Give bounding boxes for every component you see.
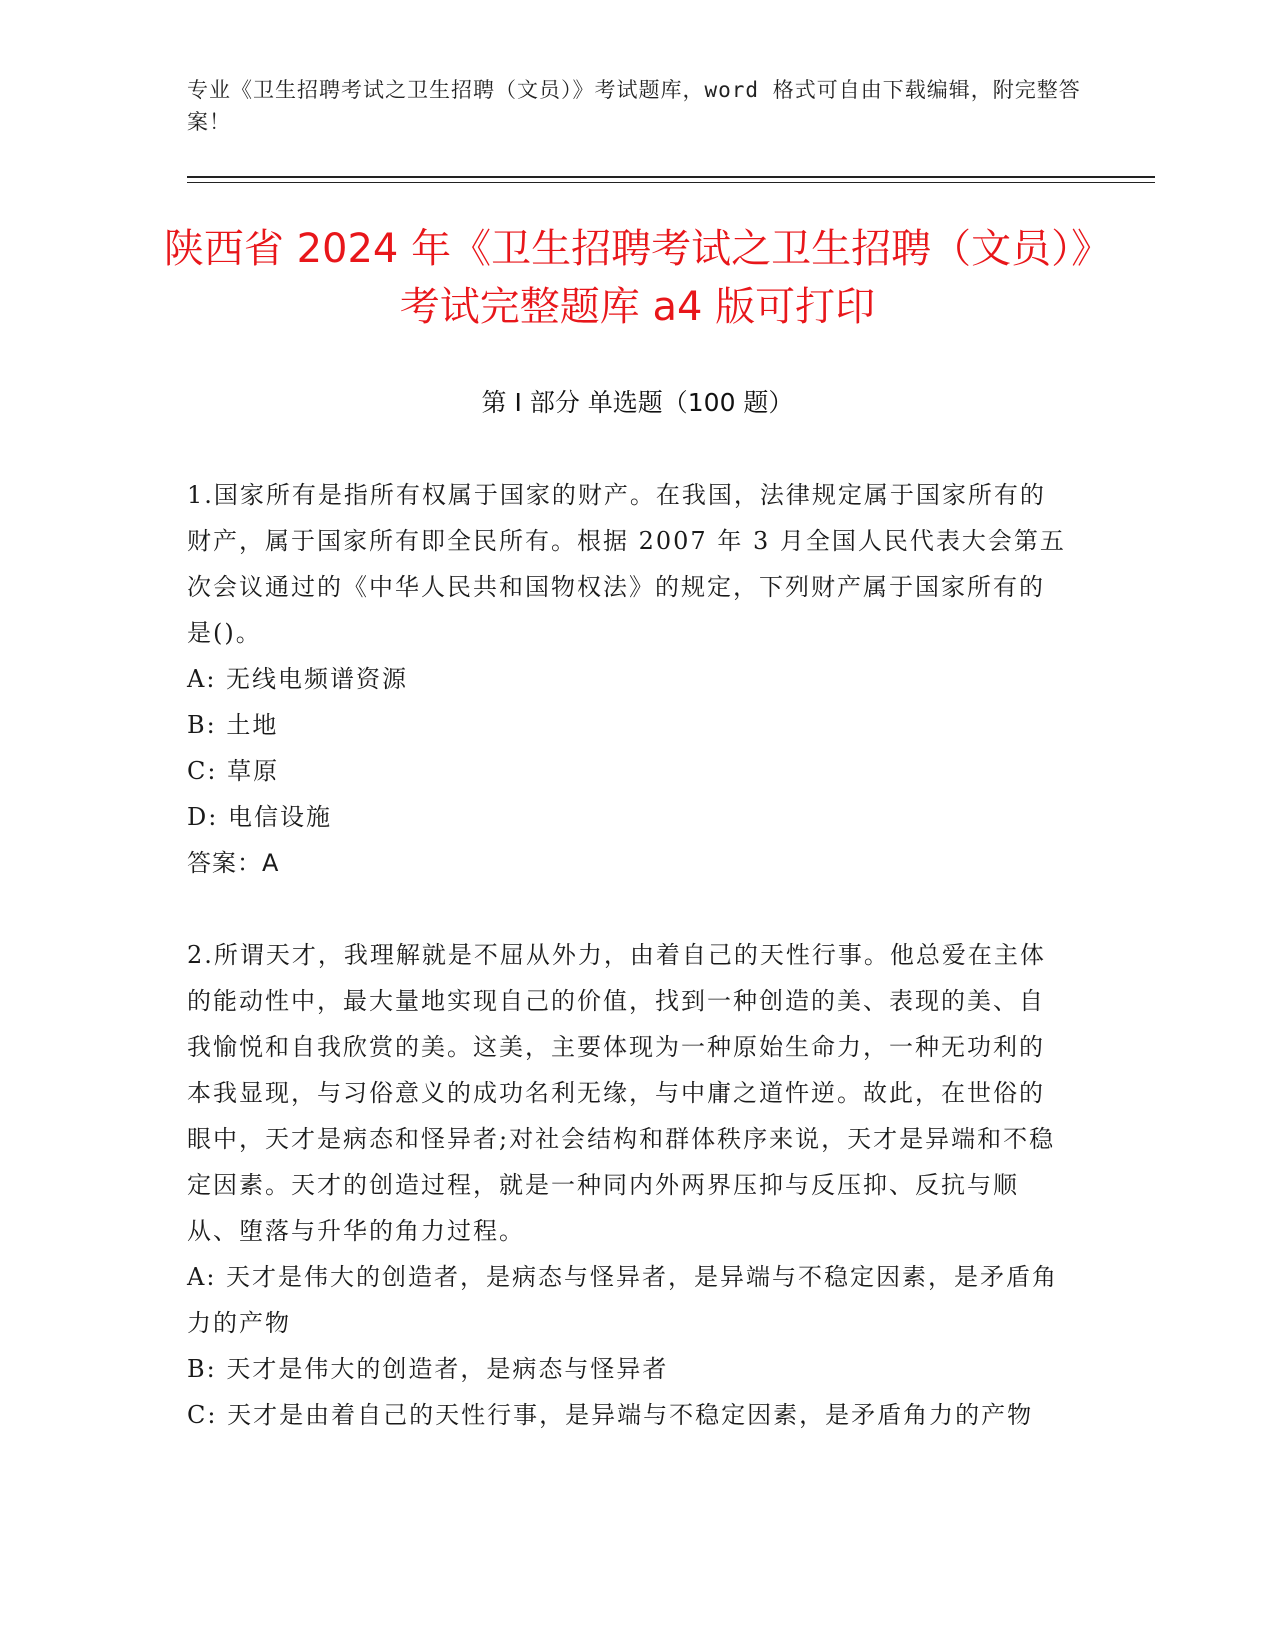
document-title: 陕西省 2024 年《卫生招聘考试之卫生招聘（文员）》考试完整题库 a4 版可打印 (163, 226, 1112, 330)
option-b: B: 天才是伟大的创造者，是病态与怪异者 (187, 1355, 669, 1383)
question-list (187, 472, 1067, 1484)
option-c: C: 草原 (187, 757, 280, 785)
option-d: D: 电信设施 (187, 803, 332, 831)
answer: 答案：A (187, 849, 280, 877)
question-stem: 2.所谓天才，我理解就是不屈从外力，由着自己的天性行事。他总爱在主体的能动性中，最大量地实现自己的价值，找到一种创造的美、表现的美、自我愉悦和自我欣赏的美。这美，主要体现为一种原始生命力，一种无功利的本我显现，与习俗意义的成功名利无缘，与中庸之道忤逆。故此，在世俗的眼中，天才是病态和怪异者;对社会结构和群体秩序来说，天才是异端和不稳定因素。天才的创造过程，就是一种同内外两界压抑与反压抑、反抗与顺从、堕落与升华的角力过程。 (187, 941, 1056, 1245)
header-divider-thick (187, 176, 1155, 178)
header-note: 专业《卫生招聘考试之卫生招聘（文员）》考试题库，word 格式可自由下载编辑，附完整答案！ (187, 78, 1081, 134)
section-title: 第 I 部分 单选题（100 题） (481, 388, 794, 417)
question-2 (187, 932, 1067, 1438)
option-a: A: 无线电频谱资源 (187, 665, 409, 693)
option-b: B: 土地 (187, 711, 279, 739)
question-stem: 1.国家所有是指所有权属于国家的财产。在我国，法律规定属于国家所有的财产，属于国家所有即全民所有。根据 2007 年 3 月全国人民代表大会第五次会议通过的《中华人民共和国物权法》的规定，下列财产属于国家所有的是()。 (187, 481, 1066, 647)
option-c: C: 天才是由着自己的天性行事，是异端与不稳定因素，是矛盾角力的产物 (187, 1401, 1034, 1429)
question-1 (187, 472, 1067, 886)
header-divider-thin (187, 182, 1155, 183)
option-a: A: 天才是伟大的创造者，是病态与怪异者，是异端与不稳定因素，是矛盾角力的产物 (187, 1263, 1059, 1337)
